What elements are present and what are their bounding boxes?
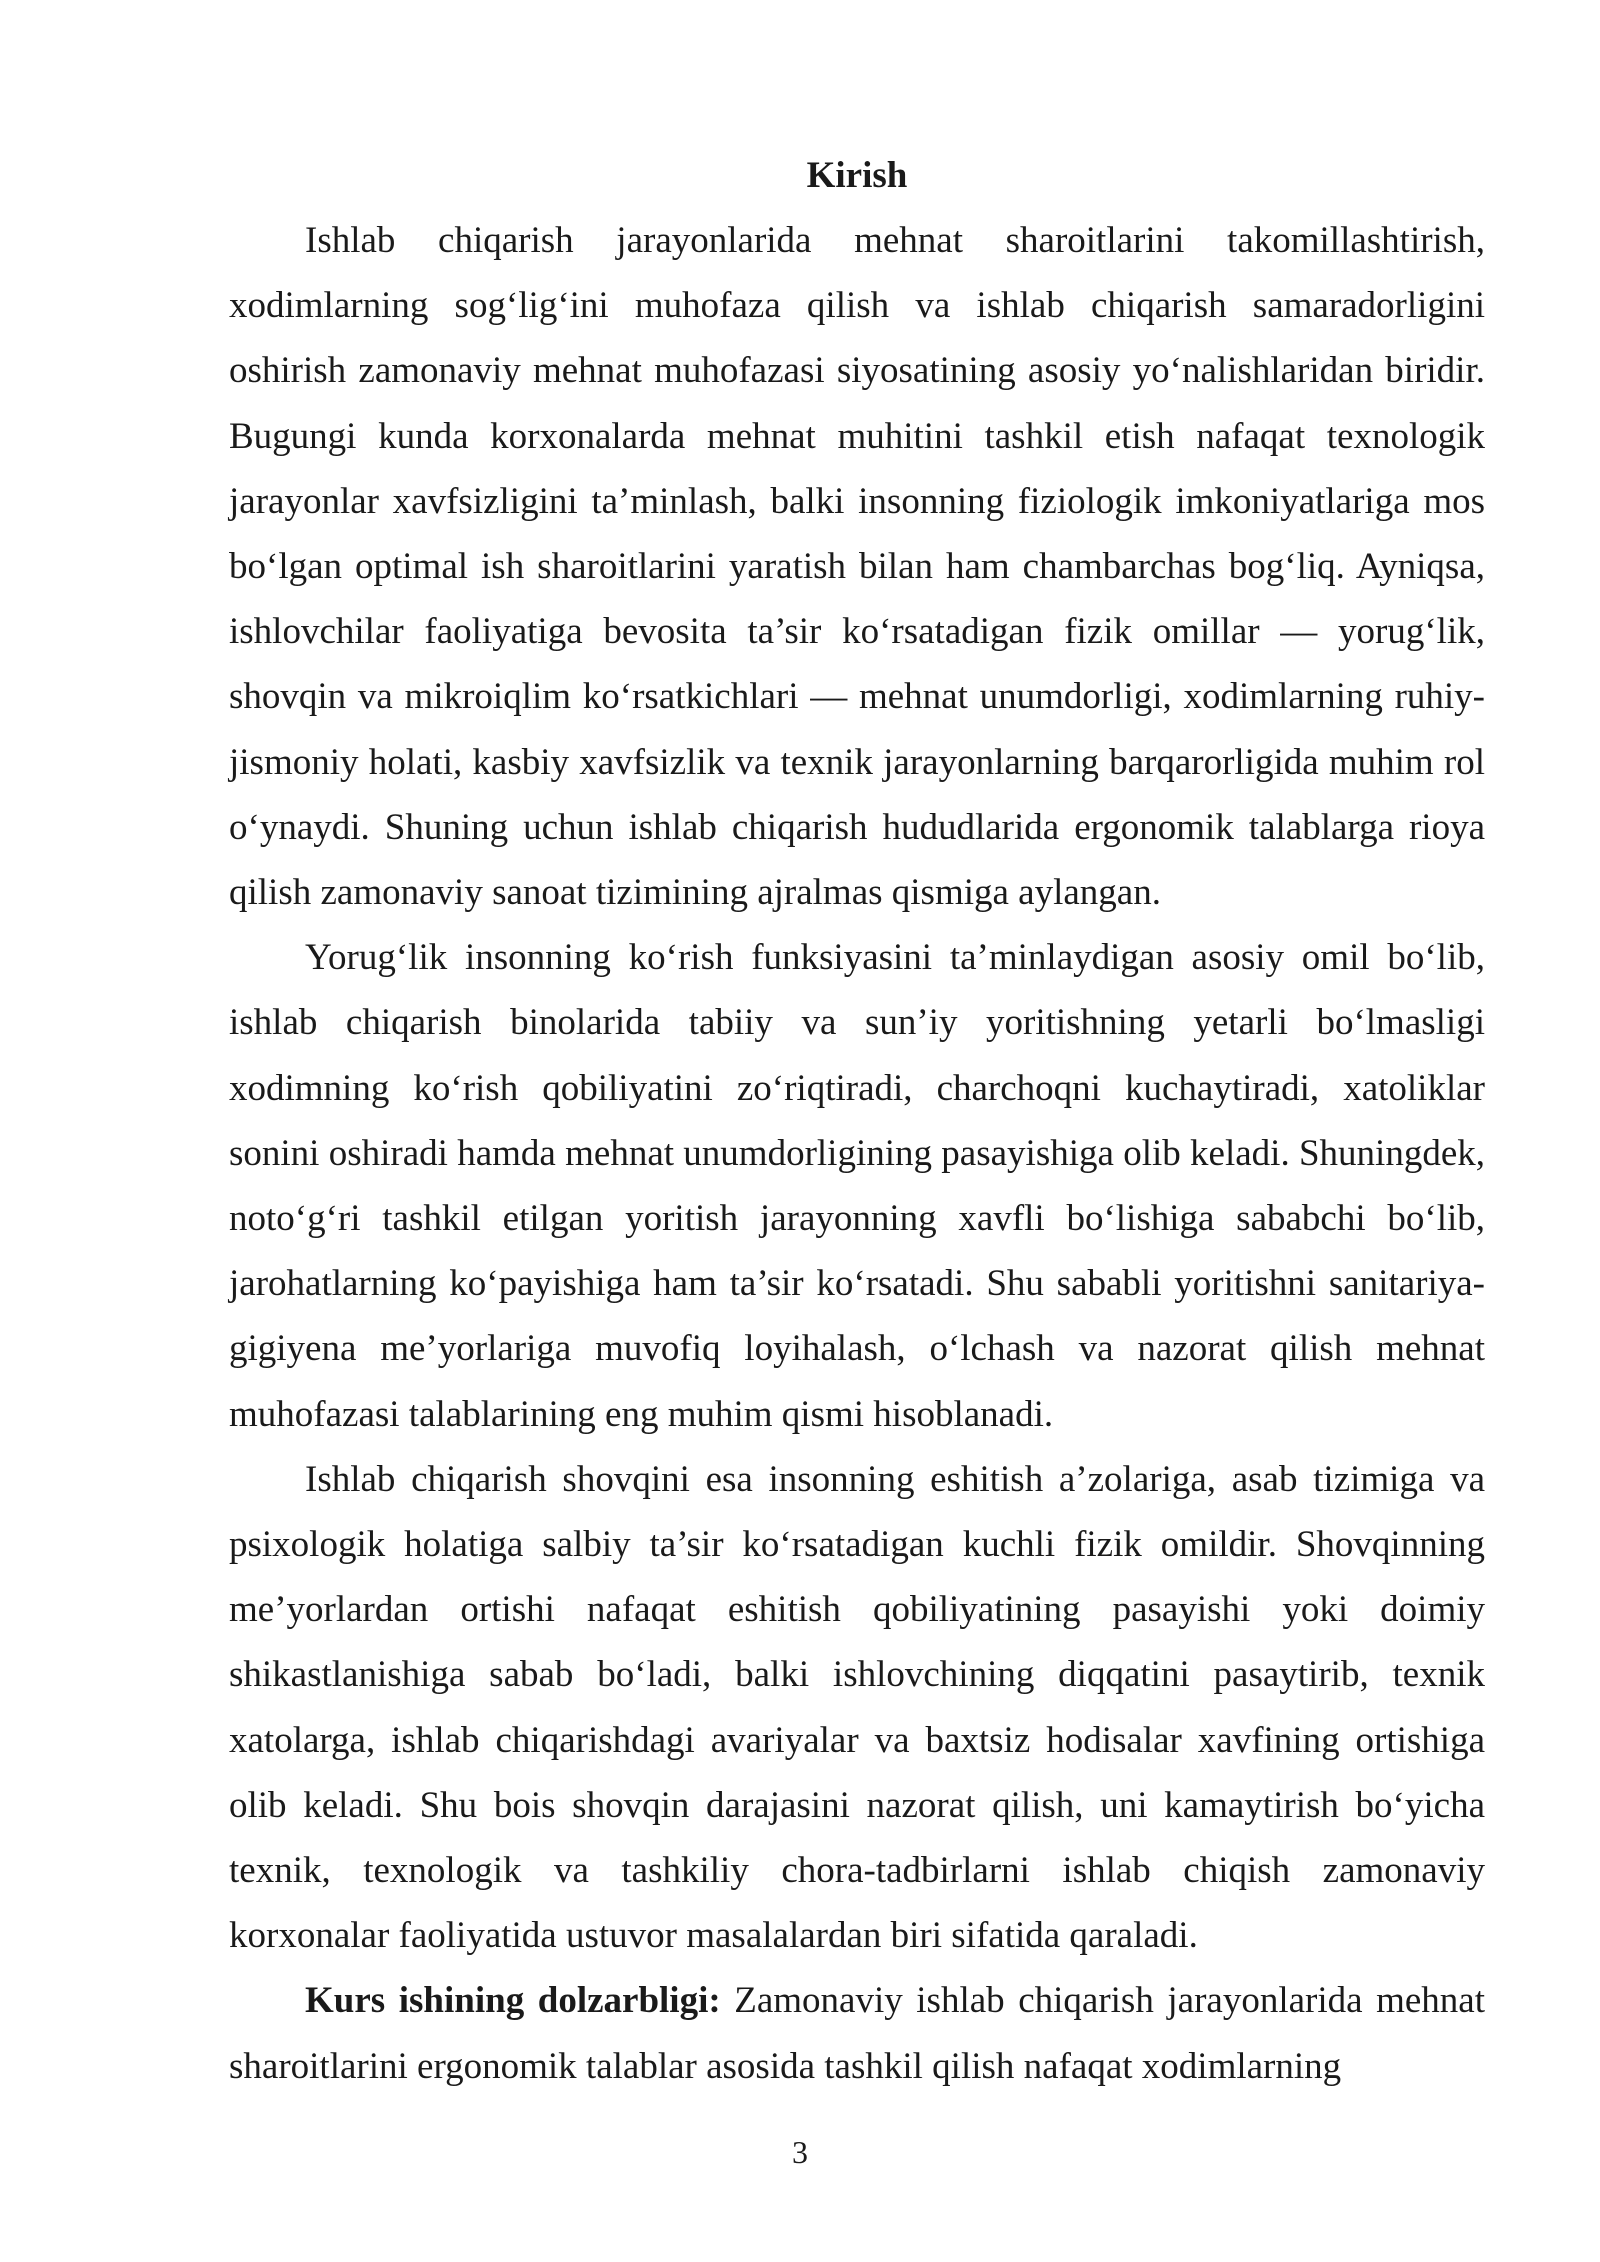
- paragraph-noise: [229, 1447, 1485, 1969]
- paragraph-relevance: [229, 1968, 1485, 2098]
- paragraph-intro: [229, 208, 1485, 925]
- section-heading: Kirish: [806, 155, 908, 196]
- paragraph-text: Ishlab chiqarish jarayonlarida mehnat sharoitlarini takomillashtirish, xodimlarning sog‘lig‘ini muhofaza qilish va ishlab chiqarish samaradorligini oshirish zamonaviy mehnat muhofazasi siyosatining asosiy yo‘nalishlaridan biridir. Bugungi kunda korxonalarda mehnat muhitini tashkil etish nafaqat texnologik jarayonlar xavfsizligini ta’minlash, balki insonning fiziologik imkoniyatlariga mos bo‘lgan optimal ish sharoitlarini yaratish bilan ham chambarchas bog‘liq. Ayniqsa, ishlovchilar faoliyatiga bevosita ta’sir ko‘rsatadigan fizik omillar — yorug‘lik, shovqin va mikroiqlim ko‘rsatkichlari — mehnat unumdorligi, xodimlarning ruhiy-jismoniy holati, kasbiy xavfsizlik va texnik jarayonlarning barqarorligida muhim rol o‘ynaydi. Shuning uchun ishlab chiqarish hududlarida ergonomik talablarga rioya qilish zamonaviy sanoat tizimining ajralmas qismiga aylangan.: [229, 220, 1485, 914]
- paragraph-lighting: [229, 925, 1485, 1447]
- document-page: [229, 150, 1485, 2099]
- page-number: 3: [792, 2134, 808, 2170]
- paragraph-text: Yorug‘lik insonning ko‘rish funksiyasini ta’minlaydigan asosiy omil bo‘lib, ishlab chiqarish binolarida tabiiy va sun’iy yoritishning yetarli bo‘lmasligi xodimning ko‘rish qobiliyatini zo‘riqtiradi, charchoqni kuchaytiradi, xatoliklar sonini oshiradi hamda mehnat unumdorligining pasayishiga olib keladi. Shuningdek, noto‘g‘ri tashkil etilgan yoritish jarayonning xavfli bo‘lishiga sababchi bo‘lib, jarohatlarning ko‘payishiga ham ta’sir ko‘rsatadi. Shu sababli yoritishni sanitariya-gigiyena me’yorlariga muvofiq loyihalash, o‘lchash va nazorat qilish mehnat muhofazasi talablarining eng muhim qismi hisoblanadi.: [229, 937, 1485, 1435]
- paragraph-text: Zamonaviy ishlab chiqarish jarayonlarida mehnat sharoitlarini ergonomik talablar asosida tashkil qilish nafaqat xodimlarning: [229, 1980, 1485, 2087]
- paragraph-text: Ishlab chiqarish shovqini esa insonning eshitish a’zolariga, asab tizimiga va psixologik holatiga salbiy ta’sir ko‘rsatadigan kuchli fizik omildir. Shovqinning me’yorlardan ortishi nafaqat eshitish qobiliyatining pasayishi yoki doimiy shikastlanishiga sabab bo‘ladi, balki ishlovchining diqqatini pasaytirib, texnik xatolarga, ishlab chiqarishdagi avariyalar va baxtsiz hodisalar xavfining ortishiga olib keladi. Shu bois shovqin darajasini nazorat qilish, uni kamaytirish bo‘yicha texnik, texnologik va tashkiliy chora-tadbirlarni ishlab chiqish zamonaviy korxonalar faoliyatida ustuvor masalalardan biri sifatida qaraladi.: [229, 1458, 1485, 1957]
- paragraph-lead: Kurs ishining dolzarbligi:: [305, 1980, 721, 2022]
